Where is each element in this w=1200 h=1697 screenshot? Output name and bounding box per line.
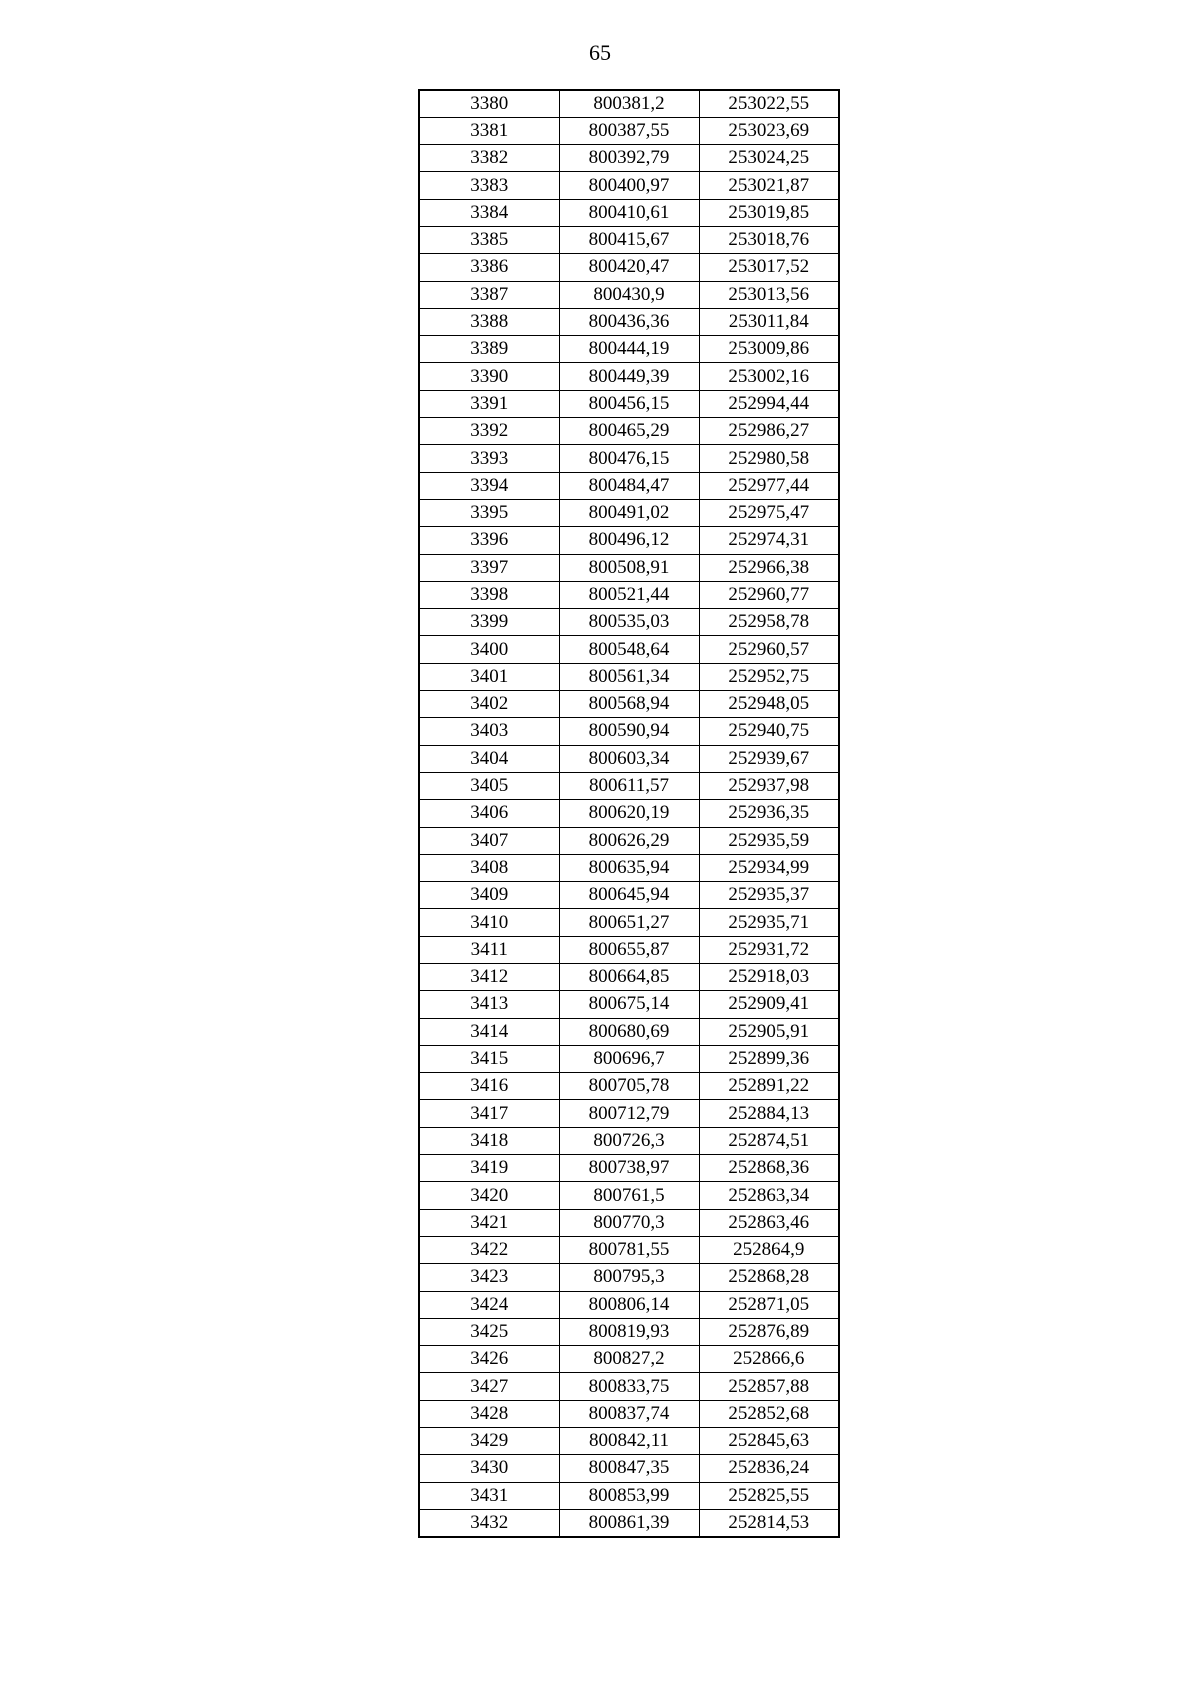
y-coordinate-cell: 252905,91 [699,1018,839,1045]
y-coordinate-cell: 253011,84 [699,308,839,335]
point-number-cell: 3409 [419,882,559,909]
y-coordinate-cell: 252994,44 [699,390,839,417]
y-coordinate-cell: 252868,36 [699,1155,839,1182]
x-coordinate-cell: 800410,61 [559,199,699,226]
x-coordinate-cell: 800484,47 [559,472,699,499]
table-row [419,1346,839,1373]
y-coordinate-cell: 252948,05 [699,691,839,718]
table-row [419,827,839,854]
table-row [419,1373,839,1400]
table-row [419,936,839,963]
x-coordinate-cell: 800449,39 [559,363,699,390]
coordinate-table [418,89,840,1538]
table-row [419,308,839,335]
x-coordinate-cell: 800456,15 [559,390,699,417]
table-row [419,172,839,199]
y-coordinate-cell: 252960,57 [699,636,839,663]
point-number-cell: 3410 [419,909,559,936]
x-coordinate-cell: 800568,94 [559,691,699,718]
y-coordinate-cell: 252952,75 [699,663,839,690]
x-coordinate-cell: 800535,03 [559,609,699,636]
y-coordinate-cell: 252863,46 [699,1209,839,1236]
y-coordinate-cell: 252918,03 [699,964,839,991]
point-number-cell: 3415 [419,1045,559,1072]
y-coordinate-cell: 252977,44 [699,472,839,499]
x-coordinate-cell: 800430,9 [559,281,699,308]
table-row [419,1236,839,1263]
y-coordinate-cell: 252871,05 [699,1291,839,1318]
y-coordinate-cell: 252958,78 [699,609,839,636]
y-coordinate-cell: 252980,58 [699,445,839,472]
table-row [419,1318,839,1345]
point-number-cell: 3427 [419,1373,559,1400]
point-number-cell: 3402 [419,691,559,718]
y-coordinate-cell: 252836,24 [699,1455,839,1482]
y-coordinate-cell: 252975,47 [699,499,839,526]
point-number-cell: 3424 [419,1291,559,1318]
x-coordinate-cell: 800415,67 [559,226,699,253]
table-row [419,854,839,881]
point-number-cell: 3422 [419,1236,559,1263]
point-number-cell: 3418 [419,1127,559,1154]
y-coordinate-cell: 252937,98 [699,772,839,799]
y-coordinate-cell: 252863,34 [699,1182,839,1209]
x-coordinate-cell: 800655,87 [559,936,699,963]
x-coordinate-cell: 800590,94 [559,718,699,745]
x-coordinate-cell: 800548,64 [559,636,699,663]
y-coordinate-cell: 252866,6 [699,1346,839,1373]
point-number-cell: 3411 [419,936,559,963]
x-coordinate-cell: 800603,34 [559,745,699,772]
table-row [419,199,839,226]
point-number-cell: 3425 [419,1318,559,1345]
point-number-cell: 3390 [419,363,559,390]
point-number-cell: 3426 [419,1346,559,1373]
x-coordinate-cell: 800444,19 [559,336,699,363]
point-number-cell: 3432 [419,1509,559,1536]
y-coordinate-cell: 252891,22 [699,1073,839,1100]
point-number-cell: 3380 [419,90,559,117]
point-number-cell: 3412 [419,964,559,991]
table-row [419,554,839,581]
y-coordinate-cell: 252936,35 [699,800,839,827]
table-row [419,1073,839,1100]
x-coordinate-cell: 800853,99 [559,1482,699,1509]
y-coordinate-cell: 252825,55 [699,1482,839,1509]
y-coordinate-cell: 252960,77 [699,581,839,608]
y-coordinate-cell: 253024,25 [699,145,839,172]
y-coordinate-cell: 252899,36 [699,1045,839,1072]
point-number-cell: 3399 [419,609,559,636]
point-number-cell: 3420 [419,1182,559,1209]
table-row [419,1018,839,1045]
y-coordinate-cell: 252868,28 [699,1264,839,1291]
point-number-cell: 3407 [419,827,559,854]
x-coordinate-cell: 800626,29 [559,827,699,854]
x-coordinate-cell: 800561,34 [559,663,699,690]
y-coordinate-cell: 252909,41 [699,991,839,1018]
x-coordinate-cell: 800705,78 [559,1073,699,1100]
x-coordinate-cell: 800712,79 [559,1100,699,1127]
y-coordinate-cell: 253017,52 [699,254,839,281]
table-row [419,1291,839,1318]
table-row [419,527,839,554]
point-number-cell: 3403 [419,718,559,745]
table-row [419,90,839,117]
coordinate-table-body [419,90,839,1537]
point-number-cell: 3400 [419,636,559,663]
point-number-cell: 3404 [419,745,559,772]
x-coordinate-cell: 800795,3 [559,1264,699,1291]
y-coordinate-cell: 253023,69 [699,117,839,144]
table-row [419,991,839,1018]
point-number-cell: 3386 [419,254,559,281]
table-row [419,145,839,172]
y-coordinate-cell: 253013,56 [699,281,839,308]
point-number-cell: 3387 [419,281,559,308]
point-number-cell: 3416 [419,1073,559,1100]
y-coordinate-cell: 253018,76 [699,226,839,253]
table-row [419,964,839,991]
table-row [419,281,839,308]
y-coordinate-cell: 252966,38 [699,554,839,581]
table-row [419,1127,839,1154]
x-coordinate-cell: 800761,5 [559,1182,699,1209]
table-row [419,1182,839,1209]
point-number-cell: 3421 [419,1209,559,1236]
table-row [419,1482,839,1509]
point-number-cell: 3405 [419,772,559,799]
y-coordinate-cell: 252986,27 [699,418,839,445]
point-number-cell: 3413 [419,991,559,1018]
x-coordinate-cell: 800675,14 [559,991,699,1018]
x-coordinate-cell: 800476,15 [559,445,699,472]
y-coordinate-cell: 253021,87 [699,172,839,199]
point-number-cell: 3381 [419,117,559,144]
point-number-cell: 3397 [419,554,559,581]
table-row [419,609,839,636]
table-row [419,1509,839,1536]
table-row [419,363,839,390]
y-coordinate-cell: 252845,63 [699,1428,839,1455]
x-coordinate-cell: 800651,27 [559,909,699,936]
table-row [419,800,839,827]
x-coordinate-cell: 800842,11 [559,1428,699,1455]
x-coordinate-cell: 800833,75 [559,1373,699,1400]
point-number-cell: 3384 [419,199,559,226]
y-coordinate-cell: 252876,89 [699,1318,839,1345]
x-coordinate-cell: 800726,3 [559,1127,699,1154]
x-coordinate-cell: 800827,2 [559,1346,699,1373]
table-row [419,117,839,144]
point-number-cell: 3419 [419,1155,559,1182]
table-row [419,1400,839,1427]
y-coordinate-cell: 252864,9 [699,1236,839,1263]
x-coordinate-cell: 800781,55 [559,1236,699,1263]
x-coordinate-cell: 800420,47 [559,254,699,281]
table-row [419,1455,839,1482]
point-number-cell: 3414 [419,1018,559,1045]
table-row [419,1155,839,1182]
x-coordinate-cell: 800847,35 [559,1455,699,1482]
table-row [419,772,839,799]
table-row [419,1428,839,1455]
x-coordinate-cell: 800620,19 [559,800,699,827]
y-coordinate-cell: 252935,71 [699,909,839,936]
table-row [419,472,839,499]
x-coordinate-cell: 800680,69 [559,1018,699,1045]
y-coordinate-cell: 253022,55 [699,90,839,117]
point-number-cell: 3408 [419,854,559,881]
x-coordinate-cell: 800770,3 [559,1209,699,1236]
point-number-cell: 3392 [419,418,559,445]
point-number-cell: 3388 [419,308,559,335]
point-number-cell: 3428 [419,1400,559,1427]
x-coordinate-cell: 800861,39 [559,1509,699,1536]
point-number-cell: 3429 [419,1428,559,1455]
y-coordinate-cell: 252935,59 [699,827,839,854]
point-number-cell: 3396 [419,527,559,554]
table-row [419,1045,839,1072]
y-coordinate-cell: 253002,16 [699,363,839,390]
table-row [419,1209,839,1236]
point-number-cell: 3389 [419,336,559,363]
table-row [419,336,839,363]
table-row [419,636,839,663]
x-coordinate-cell: 800635,94 [559,854,699,881]
table-row [419,1264,839,1291]
point-number-cell: 3383 [419,172,559,199]
x-coordinate-cell: 800806,14 [559,1291,699,1318]
table-row [419,581,839,608]
table-row [419,418,839,445]
y-coordinate-cell: 252874,51 [699,1127,839,1154]
y-coordinate-cell: 252884,13 [699,1100,839,1127]
point-number-cell: 3406 [419,800,559,827]
x-coordinate-cell: 800645,94 [559,882,699,909]
y-coordinate-cell: 252934,99 [699,854,839,881]
table-row [419,909,839,936]
table-row [419,691,839,718]
y-coordinate-cell: 252974,31 [699,527,839,554]
x-coordinate-cell: 800465,29 [559,418,699,445]
table-row [419,445,839,472]
y-coordinate-cell: 252939,67 [699,745,839,772]
point-number-cell: 3393 [419,445,559,472]
y-coordinate-cell: 252814,53 [699,1509,839,1536]
point-number-cell: 3431 [419,1482,559,1509]
table-row [419,745,839,772]
x-coordinate-cell: 800387,55 [559,117,699,144]
table-row [419,718,839,745]
point-number-cell: 3391 [419,390,559,417]
point-number-cell: 3398 [419,581,559,608]
x-coordinate-cell: 800508,91 [559,554,699,581]
table-row [419,882,839,909]
point-number-cell: 3395 [419,499,559,526]
x-coordinate-cell: 800400,97 [559,172,699,199]
x-coordinate-cell: 800436,36 [559,308,699,335]
page-number: 65 [589,40,611,65]
table-row [419,1100,839,1127]
table-row [419,390,839,417]
x-coordinate-cell: 800738,97 [559,1155,699,1182]
y-coordinate-cell: 252931,72 [699,936,839,963]
x-coordinate-cell: 800392,79 [559,145,699,172]
y-coordinate-cell: 252935,37 [699,882,839,909]
y-coordinate-cell: 252940,75 [699,718,839,745]
point-number-cell: 3382 [419,145,559,172]
x-coordinate-cell: 800491,02 [559,499,699,526]
point-number-cell: 3394 [419,472,559,499]
table-row [419,226,839,253]
y-coordinate-cell: 252852,68 [699,1400,839,1427]
x-coordinate-cell: 800837,74 [559,1400,699,1427]
point-number-cell: 3417 [419,1100,559,1127]
point-number-cell: 3385 [419,226,559,253]
point-number-cell: 3401 [419,663,559,690]
x-coordinate-cell: 800381,2 [559,90,699,117]
x-coordinate-cell: 800521,44 [559,581,699,608]
y-coordinate-cell: 252857,88 [699,1373,839,1400]
x-coordinate-cell: 800696,7 [559,1045,699,1072]
table-row [419,663,839,690]
x-coordinate-cell: 800496,12 [559,527,699,554]
x-coordinate-cell: 800664,85 [559,964,699,991]
point-number-cell: 3423 [419,1264,559,1291]
point-number-cell: 3430 [419,1455,559,1482]
y-coordinate-cell: 253009,86 [699,336,839,363]
x-coordinate-cell: 800611,57 [559,772,699,799]
x-coordinate-cell: 800819,93 [559,1318,699,1345]
table-row [419,254,839,281]
table-row [419,499,839,526]
y-coordinate-cell: 253019,85 [699,199,839,226]
